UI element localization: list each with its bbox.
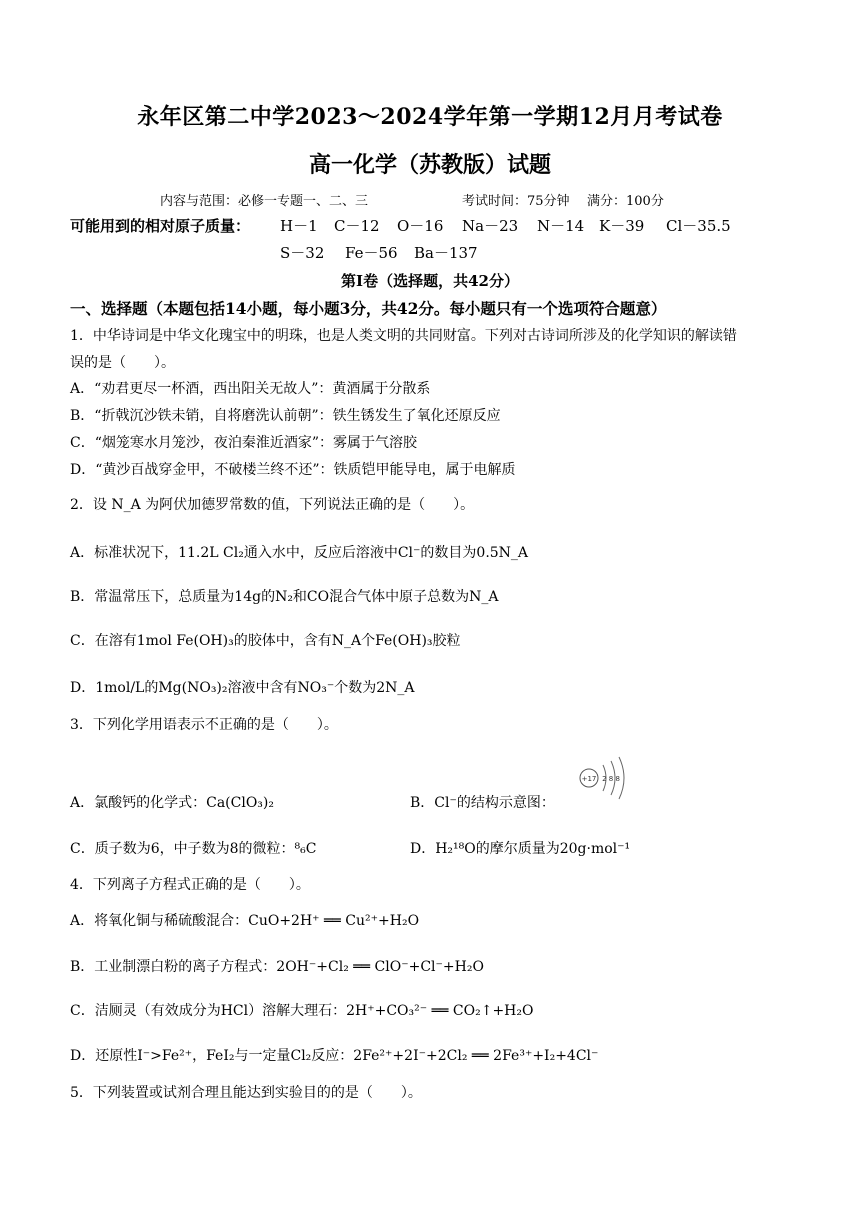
exam-subtitle: 高一化学（苏教版）试题 xyxy=(308,152,551,178)
q3-option-a: A．氯酸钙的化学式：Ca(ClO₃)₂ xyxy=(70,795,274,811)
q1-option-b: B．“折戟沉沙铁未销，自将磨洗认前朝”：铁生锈发生了氧化还原反应 xyxy=(70,408,501,424)
q3-option-d: D．H₂¹⁸O的摩尔质量为20g·mol⁻¹ xyxy=(410,841,631,857)
atomic-mass-c: C－12 xyxy=(334,217,380,235)
q2-option-a: A．标准状况下，11.2L Cl₂通入水中，反应后溶液中Cl⁻的数目为0.5N_A xyxy=(70,545,529,561)
diagram-nucleus-label: +17 xyxy=(581,775,597,783)
q2-stem: 2．设 N_A 为阿伏加德罗常数的值，下列说法正确的是（ ）。 xyxy=(70,497,475,513)
atomic-mass-h: H－1 xyxy=(280,217,318,235)
exam-time: 考试时间：75分钟 xyxy=(462,194,570,209)
q1-option-a: A．“劝君更尽一杯酒，西出阳关无故人”：黄酒属于分散系 xyxy=(70,381,431,397)
q5-stem: 5．下列装置或试剂合理且能达到实验目的的是（ ）。 xyxy=(70,1085,422,1101)
q3-stem: 3．下列化学用语表示不正确的是（ ）。 xyxy=(70,717,338,733)
q2-option-d: D．1mol/L的Mg(NO₃)₂溶液中含有NO₃⁻个数为2N_A xyxy=(70,680,415,696)
q1-option-c: C．“烟笼寒水月笼沙，夜泊秦淮近酒家”：雾属于气溶胶 xyxy=(70,435,418,451)
exam-title: 永年区第二中学2023～2024学年第一学期12月月考试卷 xyxy=(137,104,723,130)
section-one-heading: 一、选择题（本题包括14小题，每小题3分，共42分。每小题只有一个选项符合题意） xyxy=(70,299,667,318)
q2-option-b: B．常温常压下，总质量为14g的N₂和CO混合气体中原子总数为N_A xyxy=(70,589,499,605)
q1-stem-line2: 误的是（ ）。 xyxy=(70,355,175,371)
atomic-mass-o: O－16 xyxy=(397,217,444,235)
q1-option-d: D．“黄沙百战穿金甲，不破楼兰终不还”：铁质铠甲能导电，属于电解质 xyxy=(70,462,516,478)
atomic-mass-s: S－32 xyxy=(280,244,325,262)
atomic-mass-cl: Cl－35.5 xyxy=(666,217,731,235)
atomic-mass-ba: Ba－137 xyxy=(414,244,478,262)
atomic-mass-n: N－14 xyxy=(537,217,585,235)
atomic-mass-label: 可能用到的相对原子质量： xyxy=(70,217,251,235)
atomic-mass-na: Na－23 xyxy=(462,217,519,235)
q4-option-a: A．将氧化铜与稀硫酸混合：CuO+2H⁺ ══ Cu²⁺+H₂O xyxy=(70,913,420,929)
q4-option-d: D．还原性I⁻>Fe²⁺，FeI₂与一定量Cl₂反应：2Fe²⁺+2I⁻+2Cl₂ ══ 2Fe³⁺+I₂+4Cl⁻ xyxy=(70,1048,599,1064)
chloride-ion-structure-diagram xyxy=(575,753,635,803)
atomic-mass-fe: Fe－56 xyxy=(345,244,398,262)
q4-stem: 4．下列离子方程式正确的是（ ）。 xyxy=(70,877,310,893)
q4-option-c: C．洁厕灵（有效成分为HCl）溶解大理石：2H⁺+CO₃²⁻ ══ CO₂↑+H₂O xyxy=(70,1003,534,1019)
q2-option-c: C．在溶有1mol Fe(OH)₃的胶体中，含有N_A个Fe(OH)₃胶粒 xyxy=(70,633,461,649)
q4-option-b: B．工业制漂白粉的离子方程式：2OH⁻+Cl₂ ══ ClO⁻+Cl⁻+H₂O xyxy=(70,959,484,975)
atomic-mass-k: K－39 xyxy=(599,217,645,235)
q3-option-c: C．质子数为6，中子数为8的微粒：⁸₆C xyxy=(70,841,317,857)
q3-option-b: B．Cl⁻的结构示意图： xyxy=(410,795,555,811)
exam-score: 满分：100分 xyxy=(587,194,664,209)
part-one-heading: 第Ⅰ卷（选择题，共42分） xyxy=(341,272,519,290)
diagram-shell-electrons: 2 8 8 xyxy=(602,775,620,783)
exam-scope: 内容与范围：必修一专题一、二、三 xyxy=(160,194,369,209)
q1-stem-line1: 1．中华诗词是中华文化瑰宝中的明珠，也是人类文明的共同财富。下列对古诗词所涉及的化学知识的解读错 xyxy=(70,328,737,344)
